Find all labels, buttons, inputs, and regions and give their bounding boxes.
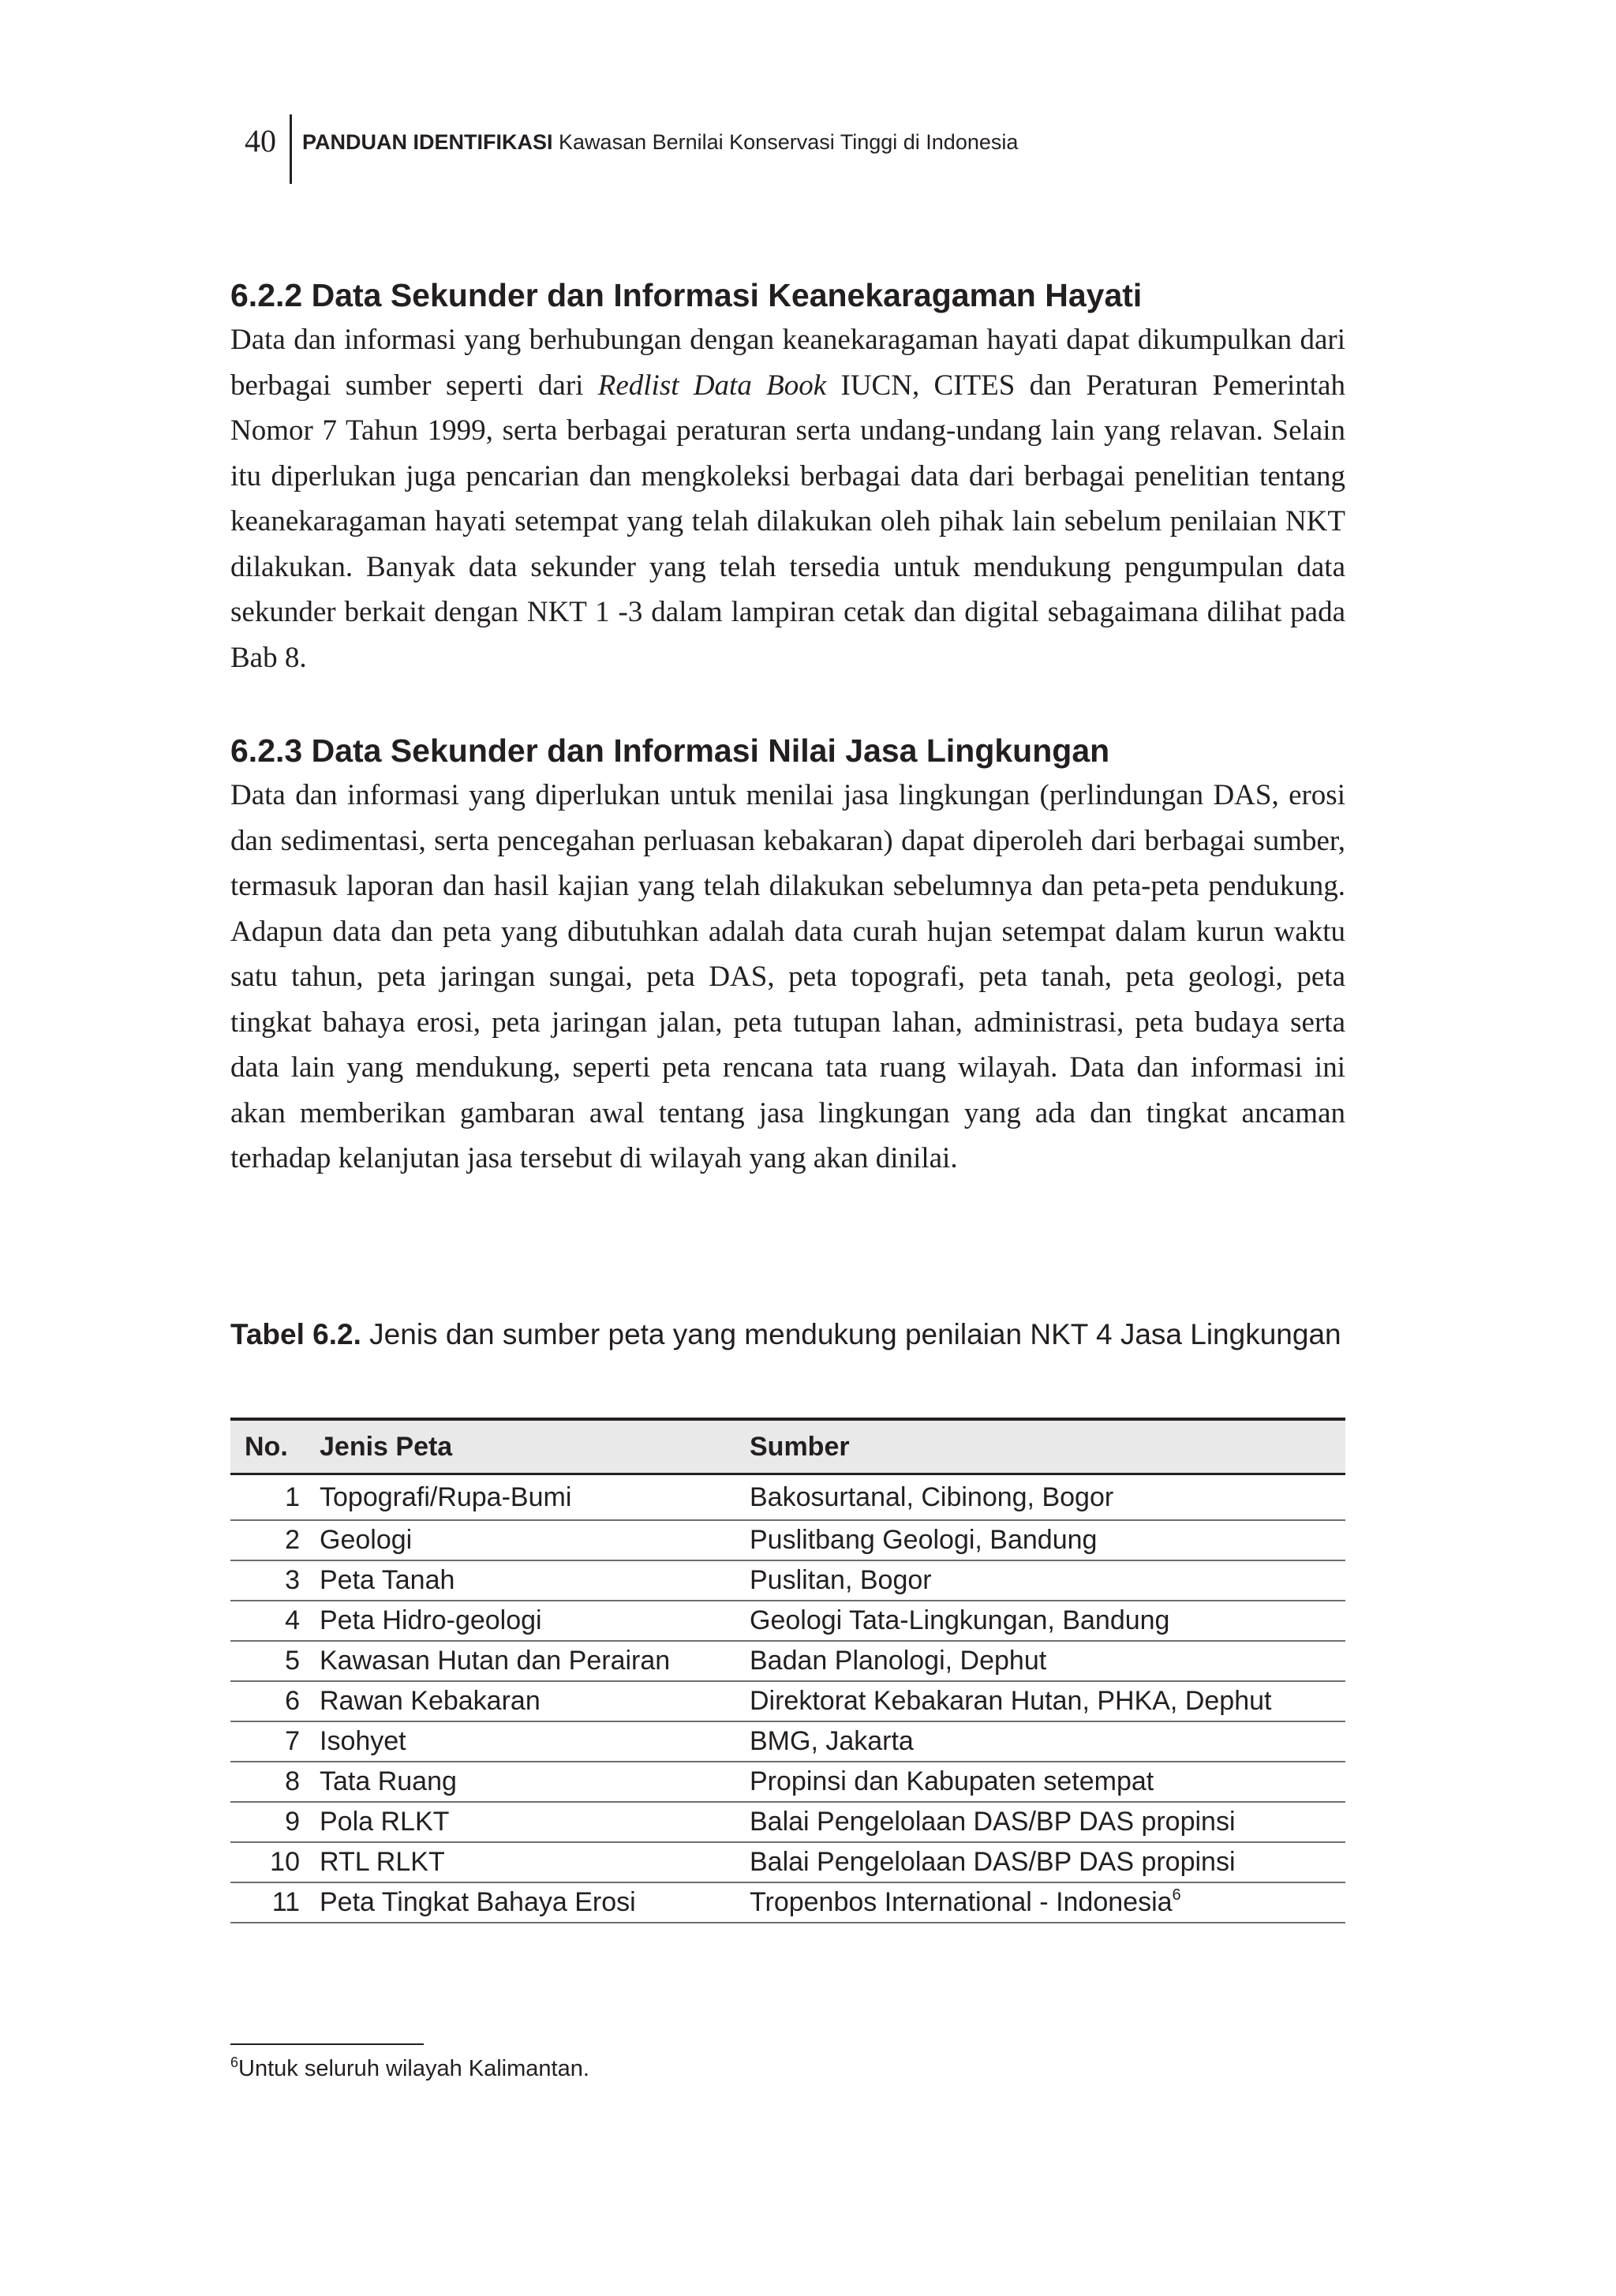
footnote	[230, 2054, 589, 2083]
running-title-bold: PANDUAN IDENTIFIKASI	[302, 130, 553, 154]
table-row	[230, 1762, 1345, 1802]
cell-no: 9	[285, 1807, 300, 1837]
table-row	[230, 1802, 1345, 1842]
paragraph-text: Data dan informasi yang berhubungan dengan keanekaragaman hayati dapat dikumpulkan dari berbagai sumber seperti dari	[230, 324, 1345, 402]
cell-sumber: Puslitan, Bogor	[750, 1565, 932, 1595]
cell-sumber: Badan Planologi, Dephut	[750, 1646, 1047, 1676]
cell-no: 8	[285, 1766, 300, 1796]
table-row	[230, 1721, 1345, 1762]
header-divider	[290, 114, 292, 184]
cell-jenis-peta: Peta Hidro-geologi	[320, 1605, 542, 1635]
cell-sumber: Balai Pengelolaan DAS/BP DAS propinsi	[750, 1847, 1236, 1877]
cell-jenis-peta: Peta Tanah	[320, 1565, 455, 1595]
cell-sumber: Propinsi dan Kabupaten setempat	[750, 1766, 1154, 1796]
header-sumber: Sumber	[750, 1431, 850, 1462]
cell-no: 5	[285, 1646, 300, 1676]
cell-sumber: Puslitbang Geologi, Bandung	[750, 1525, 1098, 1555]
table-row	[230, 1520, 1345, 1560]
cell-no: 10	[270, 1847, 300, 1877]
map-sources-table	[230, 1418, 1345, 1923]
cell-sumber: Bakosurtanal, Cibinong, Bogor	[750, 1481, 1114, 1512]
paragraph-italic: Redlist Data Book	[597, 369, 827, 402]
section-6-2-2	[230, 276, 1345, 680]
footnote-ref: 6	[1172, 1886, 1181, 1904]
cell-sumber: Direktorat Kebakaran Hutan, PHKA, Dephut	[750, 1686, 1272, 1716]
table-row	[230, 1842, 1345, 1882]
running-title	[302, 129, 1018, 155]
cell-jenis-peta: RTL RLKT	[320, 1847, 445, 1877]
section-paragraph	[230, 317, 1345, 680]
table-row	[230, 1882, 1345, 1923]
section-paragraph: Data dan informasi yang diperlukan untuk menilai jasa lingkungan (perlindungan DAS, erosi dan sedimentasi, serta pencegahan perluasan kebakaran) dapat diperoleh dari berbagai sumber, termasuk laporan dan hasil kajian yang telah dilakukan sebelumnya dan peta-peta pendukung. Adapun data dan peta yang dibutuhkan adalah data curah hujan setempat dalam kurun waktu satu tahun, peta jaringan sungai, peta DAS, peta topografi, peta tanah, peta geologi, peta tingkat bahaya erosi, peta jaringan jalan, peta tutupan lahan, administrasi, peta budaya serta data lain yang mendukung, seperti peta rencana tata ruang wilayah. Data dan informasi ini akan memberikan gambaran awal tentang jasa lingkungan yang ada dan tingkat ancaman terhadap kelanjutan jasa tersebut di wilayah yang akan dinilai.	[230, 779, 1345, 1174]
cell-jenis-peta: Pola RLKT	[320, 1807, 450, 1837]
cell-no: 2	[285, 1525, 300, 1555]
footnote-marker: 6	[230, 2054, 239, 2070]
cell-jenis-peta: Geologi	[320, 1525, 413, 1555]
cell-jenis-peta: Peta Tingkat Bahaya Erosi	[320, 1887, 636, 1917]
section-6-2-3	[230, 732, 1345, 1182]
footnote-text: Untuk seluruh wilayah Kalimantan.	[238, 2056, 589, 2081]
cell-jenis-peta: Kawasan Hutan dan Perairan	[320, 1646, 671, 1676]
cell-no: 7	[285, 1726, 300, 1756]
cell-no: 6	[285, 1686, 300, 1716]
cell-no: 11	[271, 1887, 300, 1917]
table-row	[230, 1560, 1345, 1601]
page-number: 40	[245, 123, 276, 159]
running-title-rest: Kawasan Bernilai Konservasi Tinggi di Indonesia	[559, 130, 1019, 154]
data-table	[230, 1418, 1345, 1923]
cell-jenis-peta: Isohyet	[320, 1726, 406, 1756]
table-row	[230, 1681, 1345, 1721]
cell-jenis-peta: Tata Ruang	[320, 1766, 457, 1796]
table-row	[230, 1474, 1345, 1521]
cell-sumber: BMG, Jakarta	[750, 1726, 914, 1756]
section-heading: 6.2.2 Data Sekunder dan Informasi Keanekaragaman Hayati	[230, 277, 1143, 313]
section-heading: 6.2.3 Data Sekunder dan Informasi Nilai Jasa Lingkungan	[230, 732, 1110, 769]
cell-jenis-peta: Topografi/Rupa-Bumi	[320, 1481, 572, 1512]
table-caption	[230, 1317, 1345, 1353]
paragraph-text: IUCN, CITES dan Peraturan Pemerintah Nomor 7 Tahun 1999, serta berbagai peraturan serta undang-undang lain yang relavan. Selain itu diperlukan juga pencarian dan mengkoleksi berbagai data dari berbagai penelitian tentang keanekaragaman hayati setempat yang telah dilakukan oleh pihak lain sebelum penilaian NKT dilakukan. Banyak data sekunder yang telah tersedia untuk mendukung pengumpulan data sekunder berkait dengan NKT 1 -3 dalam lampiran cetak dan digital sebagaimana dilihat pada Bab 8.	[230, 369, 1345, 674]
cell-sumber: Tropenbos International - Indonesia$^6$	[750, 1886, 1181, 1917]
cell-sumber: Balai Pengelolaan DAS/BP DAS propinsi	[750, 1807, 1236, 1837]
table-caption-text: Jenis dan sumber peta yang mendukung penilaian NKT 4 Jasa Lingkungan	[361, 1318, 1341, 1350]
header-no: No.	[245, 1431, 288, 1462]
header-jenis-peta	[320, 1419, 750, 1474]
page-header	[0, 0, 1616, 189]
cell-no: 4	[285, 1605, 300, 1635]
header-jenis-peta-label: Jenis Peta	[320, 1431, 453, 1462]
table-row	[230, 1601, 1345, 1641]
cell-jenis-peta: Rawan Kebakaran	[320, 1686, 541, 1716]
cell-sumber: Geologi Tata-Lingkungan, Bandung	[750, 1605, 1170, 1635]
cell-no: 3	[285, 1565, 300, 1595]
cell-no: 1	[285, 1481, 300, 1512]
table-header-row	[230, 1419, 1345, 1474]
table-caption-label: Tabel 6.2.	[230, 1318, 361, 1350]
table-row	[230, 1641, 1345, 1681]
footnote-divider	[230, 2043, 424, 2045]
